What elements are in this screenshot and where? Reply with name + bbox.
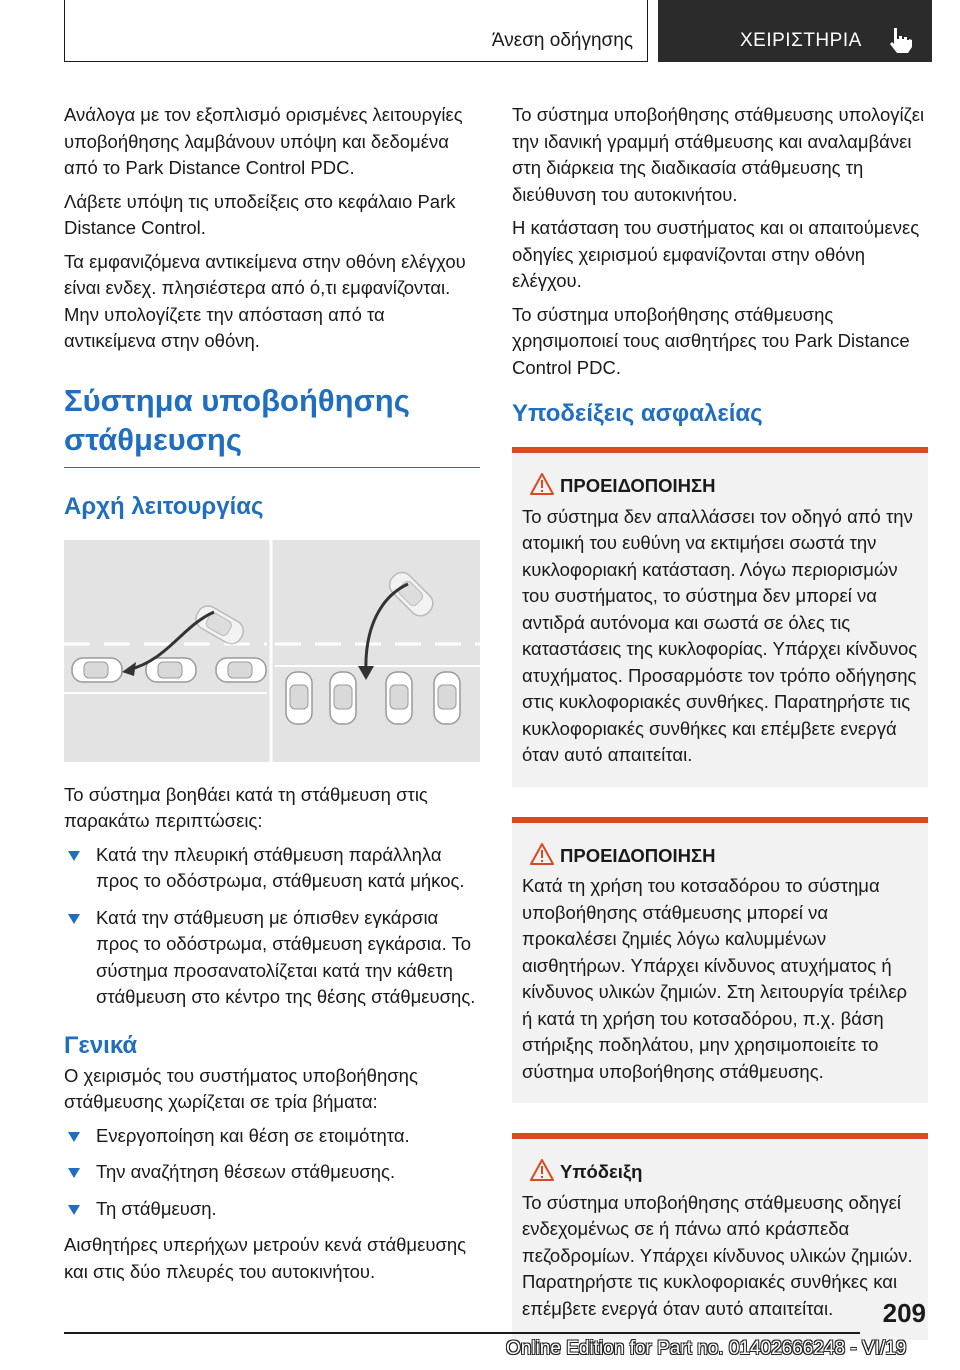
notice-box bbox=[512, 1133, 928, 1340]
hand-pointer-icon bbox=[886, 26, 914, 54]
after-image-text: Το σύστημα βοηθάει κατά τη στάθμευση στις παρακάτω περιπτώσεις: bbox=[64, 783, 428, 831]
list-item: Κατά την στάθμευση με όπισθεν εγκάρσια προς το οδόστρωμα, στάθμευση εγκάρσια. Το σύστημα προσανατολίζεται κατά την κάθετη στάθμευση στο κέντρο της θέσης στάθμευσης. bbox=[64, 905, 480, 1011]
triangle-bullet-icon bbox=[68, 1168, 80, 1178]
list-item: Ενεργοποίηση και θέση σε ετοιμότητα. bbox=[64, 1123, 480, 1150]
sensors-text: Αισθητήρες υπερήχων μετρούν κενά στάθμευσης και στις δύο πλευρές του αυτοκινήτου. bbox=[64, 1234, 467, 1282]
general-heading: Γενικά bbox=[64, 1031, 138, 1059]
steps-list bbox=[64, 1123, 480, 1223]
notice-text: Το σύστημα υποβοήθησης στάθμευσης οδηγεί ενδεχομένως σε ή πάνω από κράσπεδα πεζοδρομίων. Υπάρχει κίνδυνος υλικών ζημιών. Παρατηρήστε τις κυκλοφοριακές συνθήκες και επέμβετε ενεργά όταν αυτό απαιτείται. bbox=[522, 1191, 913, 1319]
principle-heading: Αρχή λειτουργίας bbox=[64, 492, 264, 520]
right-column bbox=[512, 102, 928, 1370]
warning-triangle-icon bbox=[530, 473, 554, 495]
warning-text: Κατά τη χρήση του κοτσαδόρου το σύστημα υποβοήθησης στάθμευσης μπορεί να προκαλέσει ζημιές λόγω καλυμμένων αισθητήρων. Υπάρχει κίνδυνος ατυχήματος ή κίνδυνος υλικών ζημιών. Στη λειτουργία τρέιλερ ή κατά τη χρήση του κοτσαδόρου, π.χ. βάση στήριξης ποδηλάτου, μην χρησιμοποιείτε το σύστημα υποβοήθησης στάθμευσης. bbox=[522, 875, 908, 1082]
left-column bbox=[64, 102, 480, 1292]
parking-cases-list bbox=[64, 842, 480, 1011]
warning-text: Το σύστημα δεν απαλλάσσει τον οδηγό από την ατομική του ευθύνη να εκτιμήσει σωστά την κυκλοφοριακή κατάσταση. Λόγω περιορισμών του συστήματος, το σύστημα δεν μπορεί να αντιδρά αυτόνομα και σωστά σε όλες τις καταστάσεις της κυκλοφορίας. Υπάρχει κίνδυνος ατυχήματος. Προσαρμόστε τον τρόπο οδήγησης στις κυκλοφοριακές συνθήκες. Παρατηρήστε τις κυκλοφοριακές συνθήκες και επέμβετε ενεργά όταν αυτό απαιτείται. bbox=[522, 505, 918, 765]
section-title: Άνεση οδήγησης bbox=[491, 30, 633, 51]
list-item: Την αναζήτηση θέσεων στάθμευσης. bbox=[64, 1159, 480, 1186]
safety-heading: Υποδείξεις ασφαλείας bbox=[512, 400, 763, 427]
warning-triangle-icon bbox=[530, 1159, 554, 1181]
triangle-bullet-icon bbox=[68, 1132, 80, 1142]
triangle-bullet-icon bbox=[68, 914, 80, 924]
triangle-bullet-icon bbox=[68, 1205, 80, 1215]
warning-title: ΠΡΟΕΙΔΟΠΟΙΗΣΗ bbox=[560, 844, 716, 866]
chapter-tab-label: ΧΕΙΡΙΣΤΗΡΙΑ bbox=[740, 30, 862, 51]
intro-paragraph-3: Τα εμφανιζόμενα αντικείμενα στην οθόνη ελέγχου είναι ενδεχ. πλησιέστερα από ό,τι εμφανίζονται. Μην υπολογίζετε την απόσταση από τα αντικείμενα στην οθόνη. bbox=[64, 250, 466, 351]
notice-title: Υπόδειξη bbox=[560, 1161, 643, 1182]
parking-illustration bbox=[64, 540, 480, 762]
footer-rule bbox=[64, 1332, 860, 1334]
general-text: Ο χειρισμός του συστήματος υποβοήθησης στάθμευσης χωρίζεται σε τρία βήματα: bbox=[64, 1064, 418, 1112]
header-box bbox=[64, 0, 648, 62]
list-item: Κατά την πλευρική στάθμευση παράλληλα προς το οδόστρωμα, στάθμευση κατά μήκος. bbox=[64, 842, 480, 895]
page-number: 209 bbox=[882, 1298, 926, 1328]
warning-box bbox=[512, 447, 928, 787]
intro-paragraph-2: Λάβετε υπόψη τις υποδείξεις στο κεφάλαιο Park Distance Control. bbox=[64, 190, 456, 238]
section-heading: Σύστημα υποβοήθησης στάθμευσης bbox=[64, 381, 480, 468]
right-paragraph-3: Το σύστημα υποβοήθησης στάθμευσης χρησιμοποιεί τους αισθητήρες του Park Distance Control PDC. bbox=[512, 303, 910, 378]
warning-title: ΠΡΟΕΙΔΟΠΟΙΗΣΗ bbox=[560, 475, 716, 496]
right-paragraph-2: Η κατάσταση του συστήματος και οι απαιτούμενες οδηγίες χειρισμού εμφανίζονται στην οθόνη ελέγχου. bbox=[512, 217, 920, 291]
intro-paragraph-1: Ανάλογα με τον εξοπλισμό ορισμένες λειτουργίες υποβοήθησης λαμβάνουν υπόψη και δεδομένα από το Park Distance Control PDC. bbox=[64, 104, 463, 178]
chapter-tab[interactable] bbox=[658, 0, 932, 62]
warning-triangle-icon bbox=[530, 843, 554, 865]
list-item: Τη στάθμευση. bbox=[64, 1196, 480, 1223]
triangle-bullet-icon bbox=[68, 851, 80, 861]
edition-footer: Online Edition for Part no. 01402666248 - VI/19 bbox=[506, 1338, 907, 1359]
warning-box bbox=[512, 817, 928, 1104]
right-paragraph-1: Το σύστημα υποβοήθησης στάθμευσης υπολογίζει την ιδανική γραμμή στάθμευσης και αναλαμβάνει στη διάρκεια της διαδικασία στάθμευσης τη διεύθυνση του αυτοκινήτου. bbox=[512, 104, 925, 205]
